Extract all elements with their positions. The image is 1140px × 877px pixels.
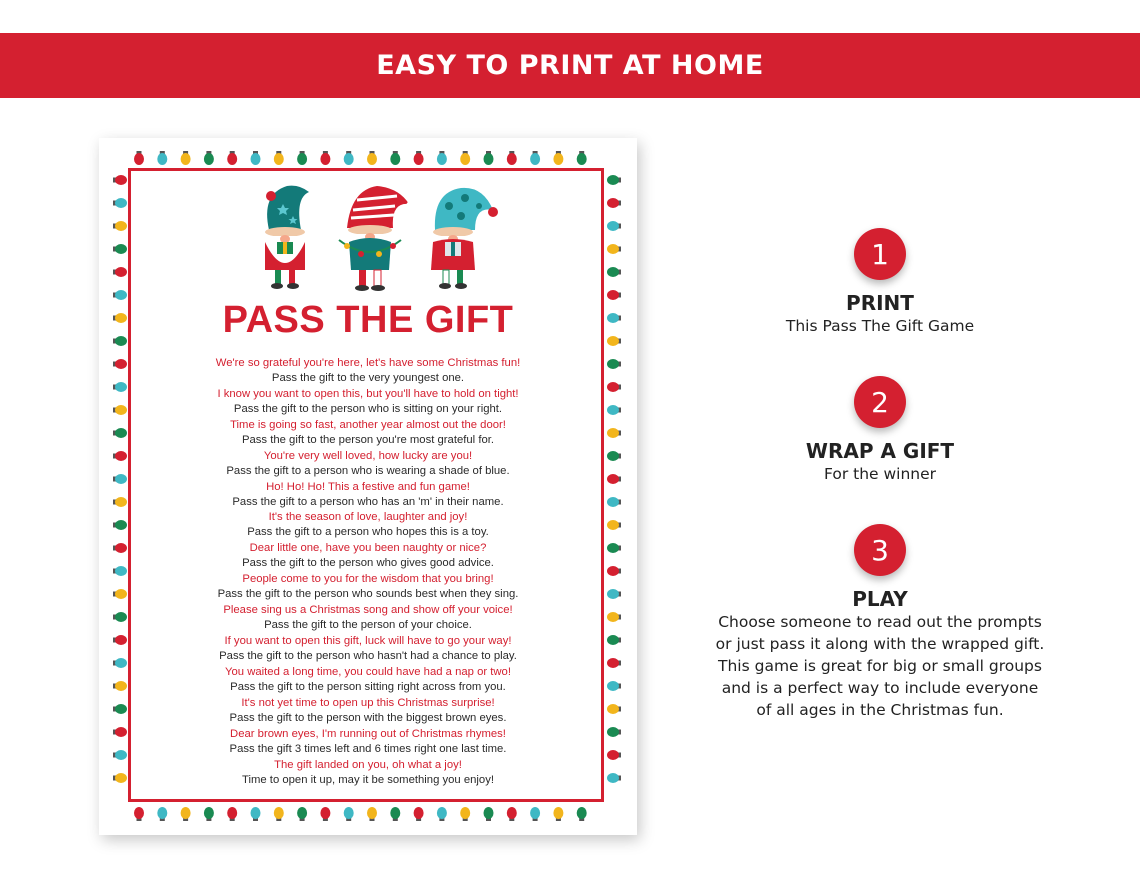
light-bulb-icon — [113, 635, 127, 645]
verse — [137, 634, 599, 665]
light-bulb-icon — [367, 151, 377, 165]
gnomes-illustration — [239, 184, 499, 296]
light-bulb-icon — [113, 428, 127, 438]
light-bulb-icon — [113, 750, 127, 760]
light-bulb-icon — [607, 198, 621, 208]
light-bulb-icon — [251, 151, 261, 165]
light-bulb-icon — [607, 474, 621, 484]
light-bulb-icon — [607, 773, 621, 783]
light-bulb-icon — [607, 244, 621, 254]
light-bulb-icon — [507, 807, 517, 821]
gnome-middle-icon — [339, 186, 416, 291]
light-bulb-icon — [460, 151, 470, 165]
light-bulb-icon — [113, 566, 127, 576]
light-bulb-icon — [113, 382, 127, 392]
verse — [137, 696, 599, 727]
verse-instruction: Pass the gift to the person sitting right across from you. — [230, 680, 506, 693]
verse — [137, 449, 599, 480]
gnome-right-icon — [431, 188, 498, 289]
light-bulb-icon — [181, 807, 191, 821]
verse — [137, 510, 599, 541]
light-bulb-icon — [134, 807, 144, 821]
verse-instruction: Pass the gift to the person with the biggest brown eyes. — [229, 711, 507, 724]
verse-rhyme: If you want to open this gift, luck will have to go your way! — [224, 635, 512, 648]
light-bulb-icon — [113, 497, 127, 507]
step-title: PLAY — [852, 587, 908, 611]
light-bulb-icon — [297, 151, 307, 165]
step-play — [650, 524, 1110, 721]
verse-rhyme: People come to you for the wisdom that you bring! — [242, 573, 494, 586]
verse-rhyme: We're so grateful you're here, let's have some Christmas fun! — [215, 357, 521, 369]
light-bulb-icon — [437, 807, 447, 821]
verse-instruction: Pass the gift to the very youngest one. — [271, 372, 465, 384]
light-bulb-icon — [484, 151, 494, 165]
light-bulb-icon — [344, 807, 354, 821]
light-bulb-icon — [607, 520, 621, 530]
light-bulb-icon — [113, 681, 127, 691]
light-bulb-icon — [320, 151, 330, 165]
light-bulb-icon — [530, 151, 540, 165]
verse-rhyme: You're very well loved, how lucky are you! — [263, 449, 473, 462]
verse — [137, 572, 599, 603]
light-bulb-icon — [607, 681, 621, 691]
light-bulb-icon — [607, 267, 621, 277]
light-bulb-icon — [607, 543, 621, 553]
verse-instruction: Pass the gift 3 times left and 6 times right one last time. — [229, 742, 507, 755]
light-bulb-icon — [577, 807, 587, 821]
verse — [137, 665, 599, 696]
verse-rhyme: Time is going so fast, another year almost out the door! — [230, 418, 506, 431]
light-bulb-icon — [607, 658, 621, 668]
light-bulb-icon — [344, 151, 354, 165]
light-bulb-icon — [113, 520, 127, 530]
light-bulb-icon — [607, 727, 621, 737]
light-bulb-icon — [607, 428, 621, 438]
light-bulb-icon — [113, 405, 127, 415]
light-bulb-icon — [113, 704, 127, 714]
step-description-line: or just pass it along with the wrapped gift. — [715, 635, 1045, 653]
light-bulb-icon — [553, 151, 563, 165]
verse-instruction: Pass the gift to the person of your choice. — [264, 619, 472, 632]
verse-instruction: Pass the gift to a person who hopes this is a toy. — [247, 526, 489, 539]
verse-rhyme: Ho! Ho! Ho! This a festive and fun game! — [266, 480, 470, 493]
light-bulb-icon — [367, 807, 377, 821]
step-number-badge: 1 — [854, 228, 906, 280]
step-title: WRAP A GIFT — [805, 439, 955, 463]
light-bulb-icon — [607, 635, 621, 645]
light-bulb-icon — [607, 497, 621, 507]
light-bulb-icon — [437, 151, 447, 165]
light-bulb-icon — [607, 221, 621, 231]
light-bulb-icon — [113, 589, 127, 599]
verse — [137, 418, 599, 449]
verse-instruction: Pass the gift to the person who gives good advice. — [242, 557, 494, 570]
light-bulb-icon — [297, 807, 307, 821]
light-bulb-icon — [113, 451, 127, 461]
light-bulb-icon — [607, 566, 621, 576]
verse-instruction: Pass the gift to a person who has an 'm' in their name. — [232, 495, 504, 508]
light-bulb-icon — [157, 807, 167, 821]
step-description-line: of all ages in the Christmas fun. — [756, 701, 1004, 719]
light-bulb-icon — [113, 244, 127, 254]
gnome-left-icon — [265, 186, 309, 289]
verse-instruction: Pass the gift to the person who sounds best when they sing. — [217, 588, 519, 601]
step-number-badge: 3 — [854, 524, 906, 576]
light-bulb-icon — [204, 151, 214, 165]
verse — [137, 727, 599, 758]
light-bulb-icon — [414, 807, 424, 821]
light-bulb-icon — [251, 807, 261, 821]
verse — [137, 603, 599, 634]
light-bulb-icon — [414, 151, 424, 165]
verse-instruction: Time to open it up, may it be something you enjoy! — [241, 773, 494, 786]
verse-rhyme: I know you want to open this, but you'll have to hold on tight! — [217, 387, 519, 400]
step-wrap-gift — [650, 376, 1110, 485]
verse — [137, 480, 599, 511]
light-bulb-icon — [607, 750, 621, 760]
light-bulb-icon — [607, 704, 621, 714]
light-bulb-icon — [274, 807, 284, 821]
light-bulb-icon — [113, 658, 127, 668]
step-description-line: Choose someone to read out the prompts — [718, 613, 1042, 631]
light-bulb-icon — [113, 198, 127, 208]
light-bulb-icon — [113, 175, 127, 185]
verse — [137, 356, 599, 387]
light-bulb-icon — [113, 267, 127, 277]
step-description: This Pass The Gift Game — [785, 317, 975, 335]
verse-rhyme: It's not yet time to open up this Christmas surprise! — [241, 696, 495, 709]
verse-instruction: Pass the gift to the person you're most grateful for. — [241, 433, 495, 446]
verse-list — [137, 356, 599, 788]
light-bulb-icon — [607, 359, 621, 369]
step-description-line: This game is great for big or small groups — [718, 657, 1042, 675]
light-bulb-icon — [181, 151, 191, 165]
light-bulb-icon — [390, 807, 400, 821]
light-bulb-icon — [507, 151, 517, 165]
verse-rhyme: Dear brown eyes, I'm running out of Christmas rhymes! — [230, 727, 506, 740]
light-bulb-icon — [460, 807, 470, 821]
light-bulb-icon — [553, 807, 563, 821]
step-print — [650, 228, 1110, 337]
verse-rhyme: Please sing us a Christmas song and show off your voice! — [223, 604, 513, 617]
verse — [137, 541, 599, 572]
step-description: For the winner — [823, 465, 937, 483]
light-bulb-icon — [607, 382, 621, 392]
light-bulb-icon — [204, 807, 214, 821]
verse-instruction: Pass the gift to the person who is sitting on your right. — [233, 402, 503, 415]
verse-rhyme: You waited a long time, you could have had a nap or two! — [225, 665, 511, 678]
step-title: PRINT — [846, 291, 914, 315]
light-bulb-icon — [607, 175, 621, 185]
light-bulb-icon — [113, 221, 127, 231]
light-bulb-icon — [607, 451, 621, 461]
light-bulb-icon — [113, 612, 127, 622]
light-bulb-icon — [227, 151, 237, 165]
verse — [137, 387, 599, 418]
light-bulb-icon — [113, 773, 127, 783]
verse-rhyme: It's the season of love, laughter and joy! — [268, 511, 468, 524]
verse-instruction: Pass the gift to the person who hasn't had a chance to play. — [219, 650, 517, 663]
light-bulb-icon — [134, 151, 144, 165]
top-banner — [0, 33, 1140, 98]
verse-rhyme: Dear little one, have you been naughty or nice? — [249, 542, 487, 555]
printable-sheet — [99, 138, 637, 835]
light-bulb-icon — [274, 151, 284, 165]
banner-text: EASY TO PRINT AT HOME — [376, 50, 764, 81]
light-bulb-icon — [113, 543, 127, 553]
light-bulb-icon — [607, 589, 621, 599]
verse-instruction: Pass the gift to a person who is wearing a shade of blue. — [226, 464, 510, 477]
light-bulb-icon — [390, 151, 400, 165]
step-description-line: and is a perfect way to include everyone — [721, 679, 1039, 697]
verse-rhyme: The gift landed on you, oh what a joy! — [274, 758, 462, 771]
light-bulb-icon — [484, 807, 494, 821]
step-number-badge: 2 — [854, 376, 906, 428]
game-title: PASS THE GIFT — [222, 299, 514, 341]
verse — [137, 758, 599, 789]
light-bulb-icon — [113, 474, 127, 484]
light-bulb-icon — [157, 151, 167, 165]
light-bulb-icon — [530, 807, 540, 821]
light-bulb-icon — [607, 612, 621, 622]
light-bulb-icon — [607, 405, 621, 415]
light-bulb-icon — [227, 807, 237, 821]
light-bulb-icon — [577, 151, 587, 165]
light-bulb-icon — [113, 727, 127, 737]
light-bulb-icon — [113, 359, 127, 369]
light-bulb-icon — [320, 807, 330, 821]
